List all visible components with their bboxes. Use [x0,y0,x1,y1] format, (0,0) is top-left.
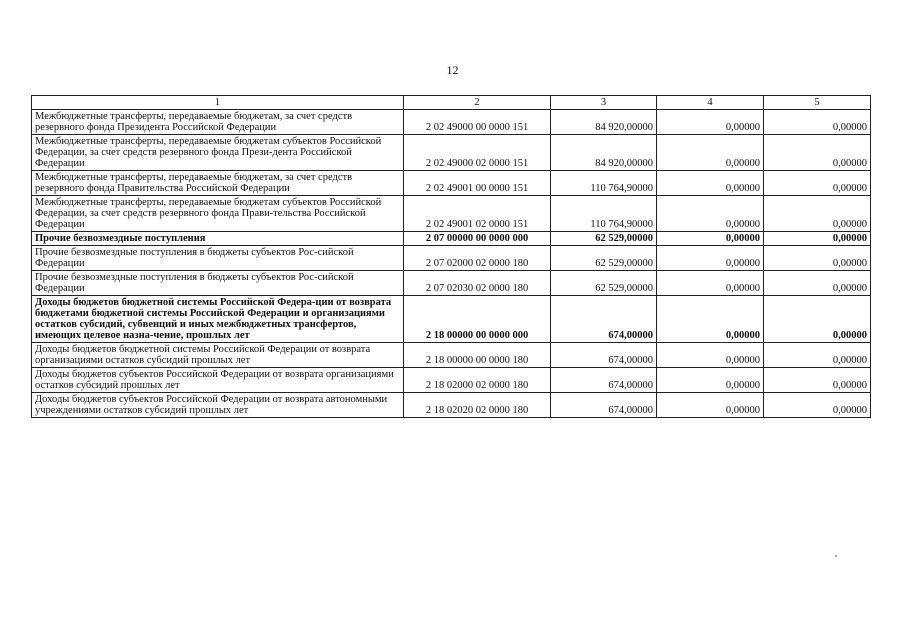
table-row [32,110,871,135]
row-col-5: 0,00000 [764,271,871,296]
row-col-4: 0,00000 [657,246,764,271]
row-col-3: 62 529,00000 [551,246,657,271]
row-col-4: 0,00000 [657,232,764,246]
row-code: 2 07 02030 02 0000 180 [404,271,551,296]
table-row [32,296,871,343]
row-col-5: 0,00000 [764,232,871,246]
row-col-5: 0,00000 [764,135,871,171]
budget-table [31,95,871,418]
row-code: 2 02 49000 00 0000 151 [404,110,551,135]
row-col-3: 674,00000 [551,393,657,418]
row-name: Прочие безвозмездные поступления [32,232,404,246]
scan-speck [835,555,837,557]
row-name: Межбюджетные трансферты, передаваемые бюджетам субъектов Российской Федерации, за счет средств резервного фонда Прези-дента Российской Федерации [32,135,404,171]
header-col-1: 1 [32,96,404,110]
row-col-3: 84 920,00000 [551,135,657,171]
page-number: 12 [446,63,459,77]
row-col-5: 0,00000 [764,368,871,393]
row-col-3: 110 764,90000 [551,196,657,232]
row-col-4: 0,00000 [657,368,764,393]
row-col-5: 0,00000 [764,393,871,418]
row-code: 2 18 00000 00 0000 000 [404,296,551,343]
row-name: Доходы бюджетов субъектов Российской Федерации от возврата организациями остатков субсидий прошлых лет [32,368,404,393]
row-code: 2 07 00000 00 0000 000 [404,232,551,246]
row-col-3: 674,00000 [551,343,657,368]
header-col-2: 2 [404,96,551,110]
row-col-3: 62 529,00000 [551,232,657,246]
table-row [32,232,871,246]
row-name: Доходы бюджетов бюджетной системы Российской Федерации от возврата организациями остатков субсидий прошлых лет [32,343,404,368]
header-col-4: 4 [657,96,764,110]
table-row [32,393,871,418]
row-col-4: 0,00000 [657,271,764,296]
row-name: Прочие безвозмездные поступления в бюджеты субъектов Рос-сийской Федерации [32,271,404,296]
row-col-5: 0,00000 [764,246,871,271]
row-col-4: 0,00000 [657,171,764,196]
row-name: Доходы бюджетов субъектов Российской Федерации от возврата автономными учреждениями остатков субсидий прошлых лет [32,393,404,418]
row-code: 2 02 49000 02 0000 151 [404,135,551,171]
table-row [32,343,871,368]
row-name: Межбюджетные трансферты, передаваемые бюджетам, за счет средств резервного фонда Правительства Российской Федерации [32,171,404,196]
row-col-4: 0,00000 [657,343,764,368]
row-col-3: 62 529,00000 [551,271,657,296]
row-col-4: 0,00000 [657,110,764,135]
row-col-3: 674,00000 [551,296,657,343]
table-row [32,196,871,232]
row-col-3: 674,00000 [551,368,657,393]
row-col-5: 0,00000 [764,296,871,343]
row-code: 2 02 49001 02 0000 151 [404,196,551,232]
row-name: Доходы бюджетов бюджетной системы Российской Федера-ции от возврата бюджетами бюджетной системы Российской Федерации и организациями остатков субсидий, субвенций и иных межбюджетных трансфертов, имеющих целевое назна-чение, прошлых лет [32,296,404,343]
row-code: 2 07 02000 02 0000 180 [404,246,551,271]
row-col-4: 0,00000 [657,135,764,171]
row-col-3: 110 764,90000 [551,171,657,196]
row-col-4: 0,00000 [657,296,764,343]
row-code: 2 18 02020 02 0000 180 [404,393,551,418]
header-row [32,96,871,110]
table-row [32,135,871,171]
table-row [32,368,871,393]
table-row [32,246,871,271]
row-name: Межбюджетные трансферты, передаваемые бюджетам субъектов Российской Федерации, за счет средств резервного фонда Прави-тельства Российской Федерации [32,196,404,232]
row-col-3: 84 920,00000 [551,110,657,135]
row-col-4: 0,00000 [657,196,764,232]
row-name: Прочие безвозмездные поступления в бюджеты субъектов Рос-сийской Федерации [32,246,404,271]
table-body [32,110,871,418]
table-row [32,271,871,296]
row-col-5: 0,00000 [764,343,871,368]
row-code: 2 18 02000 02 0000 180 [404,368,551,393]
header-col-3: 3 [551,96,657,110]
header-col-5: 5 [764,96,871,110]
row-code: 2 02 49001 00 0000 151 [404,171,551,196]
table-row [32,171,871,196]
row-col-4: 0,00000 [657,393,764,418]
row-col-5: 0,00000 [764,196,871,232]
row-col-5: 0,00000 [764,171,871,196]
row-col-5: 0,00000 [764,110,871,135]
row-code: 2 18 00000 00 0000 180 [404,343,551,368]
row-name: Межбюджетные трансферты, передаваемые бюджетам, за счет средств резервного фонда Президента Российской Федерации [32,110,404,135]
